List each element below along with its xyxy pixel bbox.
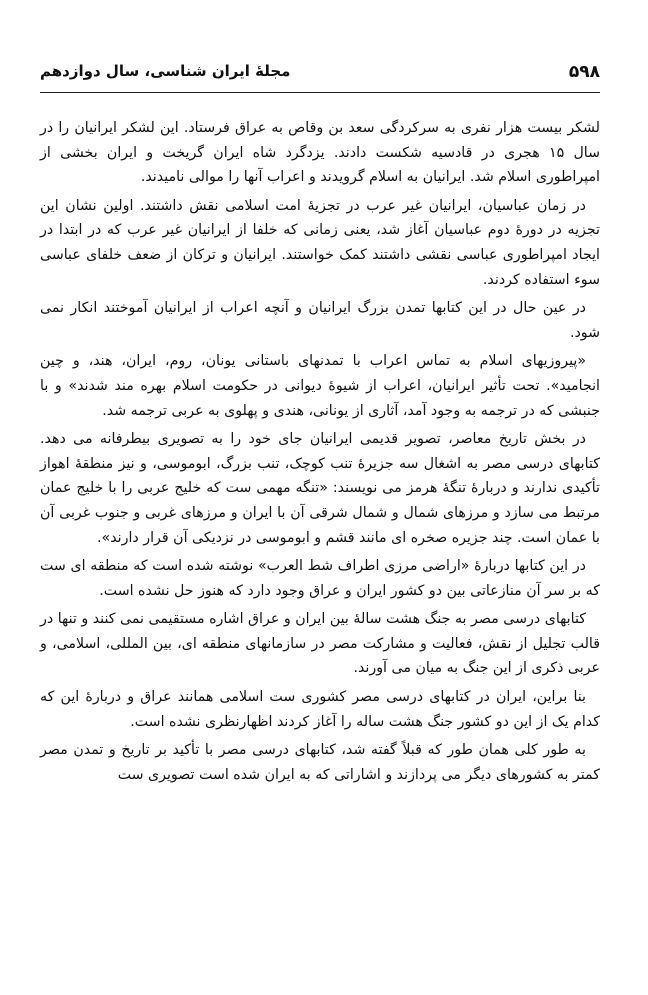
page-number: ۵۹۸	[568, 62, 600, 82]
paragraph: «پیروزیهای اسلام به تماس اعراب با تمدنهای باستانی یونان، روم، ایران، هند، و چین انجامید». تحت تأثیر ایرانیان، اعراب از شیوهٔ دیوانی در حکومت اسلام بهره مند شدند» و با جنبشی که در ترجمه به وجود آمد، آثاری از یونانی، هندی و پهلوی به عربی ترجمه شد.	[40, 353, 600, 419]
paragraph: در این کتابها دربارهٔ «اراضی مرزی اطراف شط العرب» نوشته شده است که منطقه ای ست که بر سر آن منازعاتی بین دو کشور ایران و عراق وجود دارد که هنوز حل نشده است.	[40, 558, 600, 599]
paragraph: بنا براین، ایران در کتابهای درسی مصر کشوری ست اسلامی همانند عراق و دربارهٔ این که کدام یک از این دو کشور جنگ هشت ساله را آغاز کردند اظهارنظری نشده است.	[40, 689, 600, 730]
paragraph: کتابهای درسی مصر به جنگ هشت سالهٔ بین ایران و عراق اشاره مستقیمی نمی کنند و تنها در قالب تجلیل از نقش، فعالیت و مشارکت مصر در سازمانهای منطقه ای، بین المللی، اسلامی، و عربی ذکری از این جنگ به میان می آورند.	[40, 611, 600, 677]
paragraph: در عین حال در این کتابها تمدن بزرگ ایرانیان و آنچه اعراب از ایرانیان آموختند انکار نمی شود.	[40, 300, 600, 341]
paragraph: در زمان عباسیان، ایرانیان غیر عرب در تجزیهٔ امت اسلامی نقش داشتند. اولین نشان این تجزیه در دورهٔ دوم عباسیان آغاز شد، یعنی زمانی که خلفا از ایرانیان غیر عرب که در ابتدا در ایجاد امپراطوری عباسی نقشی داشتند کمک خواستند. ایرانیان و ترکان از ضعف خلفای عباسی سوء استفاده کردند.	[40, 197, 600, 288]
paragraph: به طور کلی همان طور که قبلاً گفته شد، کتابهای درسی مصر با تأکید بر تاریخ و تمدن مصر کمتر به کشورهای دیگر می پردازند و اشاراتی که به ایران شده است تصویری ست	[40, 742, 600, 783]
page-header	[40, 60, 600, 90]
header-divider	[40, 92, 600, 93]
paragraph: لشکر بیست هزار نفری به سرکردگی سعد بن وقاص به عراق فرستاد. این لشکر ایرانیان را در سال ۱۵ هجری در قادسیه شکست دادند. یزدگرد شاه ایران گریخت و ایران بخشی از امپراطوری اسلام شد. ایرانیان به اسلام گرویدند و اعراب آنها را موالی نامیدند.	[40, 120, 600, 186]
running-title: مجلهٔ ایران شناسی، سال دوازدهم	[40, 62, 291, 80]
paragraph: در بخش تاریخ معاصر، تصویر قدیمی ایرانیان جای خود را به تصویری بیطرفانه می دهد. کتابهای درسی مصر به اشغال سه جزیرهٔ تنب کوچک، تنب بزرگ، ابوموسی، و نیز منطقهٔ اهواز تأکیدی ندارند و دربارهٔ تنگهٔ هرمز می نویسند: «تنگه مهمی ست که خلیج عربی را با خلیج عمان مرتبط می سازد و مرزهای شمال و شمال شرقی آن با ایران و مرزهای غربی و جنوب غربی آن با عمان است. چند جزیره صخره ای مانند قشم و ابوموسی در نزدیکی آن قرار دارند».	[40, 431, 600, 546]
body-text	[40, 116, 600, 791]
